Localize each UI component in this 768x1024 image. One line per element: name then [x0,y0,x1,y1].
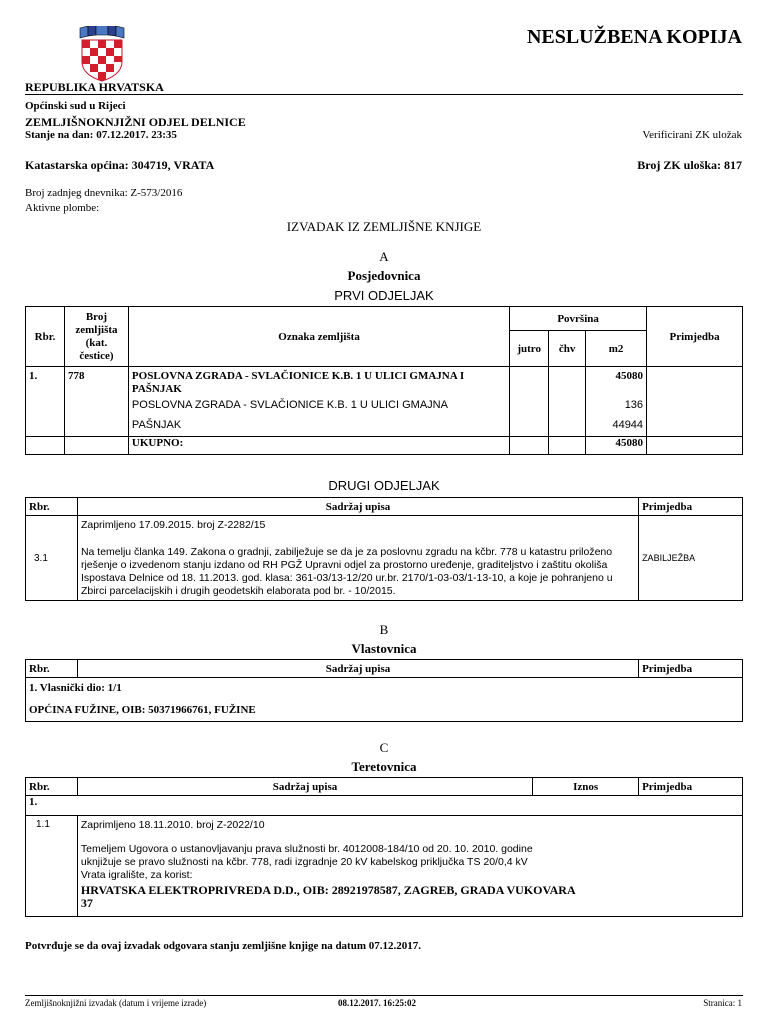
cadastral-municipality: Katastarska općina: 304719, VRATA [25,158,215,172]
footer-divider [25,995,743,996]
col-parcel-number: Broj zemljišta (kat. čestice) [64,307,128,367]
section-c-letter: C [379,740,389,755]
zk-number: Broj ZK uloška: 817 [637,158,742,172]
department-name: ZEMLJIŠNOKNJIŽNI ODJEL DELNICE [25,115,246,129]
part-two-heading: DRUGI ODJELJAK [328,478,440,493]
notes-table [25,497,743,601]
table-row [26,796,743,816]
col-remark: Primjedba [639,498,743,516]
sub-area-pasture: 44944 [612,419,644,431]
row-content [77,516,638,601]
court-name: Općinski sud u Rijeci [25,100,126,112]
section-b-name: Vlastovnica [351,641,417,656]
header-divider [25,94,743,95]
parcels-table [25,306,743,455]
col-land-description: Oznaka zemljišta [128,307,509,367]
main-description: POSLOVNA ZGRADA - SVLAČIONICE K.B. 1 U ULICI GMAJNA I PAŠNJAK [131,370,465,395]
entry-text: Na temelju članka 149. Zakona o gradnji, zabilježuje se da je za poslovnu zgradu na kčbr. 778 u katastru priloženo rješenje o izvedenom stanju izdano od RH PGŽ Upravni odjel za prostorno uređenje, graditeljstvo i zaštitu okoliša Ispostava Delnice od 18. 11.2013. god. klasa: 361-03/13-12/20 ur.br. 2170/1-03-03/1-13-10, a koje je pohranjeno u Zbirci parcelacijskih i drugih geodetskih elaborata pod br. - 10/2015. [80,546,613,597]
active-seals: Aktivne plombe: [25,202,100,214]
unofficial-copy-title: NESLUŽBENA KOPIJA [526,26,742,48]
col-remark: Primjedba [647,307,743,367]
row-remark: ZABILJEŽBA [639,516,743,601]
footer-timestamp: 08.12.2017. 16:25:02 [338,998,416,1008]
col-m2: m2 [586,331,647,367]
row-sub-rbr: 1.1 [26,816,78,917]
sub-description-pasture: PAŠNJAK [131,419,182,431]
ownership-entry [26,678,743,722]
col-amount: Iznos [533,778,639,796]
col-remark: Primjedba [639,660,743,678]
total-label: UKUPNO: [128,437,509,455]
row-rbr: 3.1 [26,516,78,601]
section-c-name: Teretovnica [351,759,417,774]
table-row [26,367,743,437]
status-date: Stanje na dan: 07.12.2017. 23:35 [25,129,177,141]
section-b-letter: B [379,622,389,637]
col-rbr: Rbr. [26,307,65,367]
col-rbr: Rbr. [26,498,78,516]
received-line: Zaprimljeno 18.11.2010. broj Z-2022/10 [80,819,265,831]
croatian-coat-of-arms-icon [78,26,126,82]
encumbrances-table [25,777,743,917]
page-number: Stranica: 1 [703,998,742,1008]
col-rbr: Rbr. [26,660,78,678]
footer-left: Zemljišnoknjižni izvadak (datum i vrijeme izrade) [25,998,207,1008]
beneficiary: HRVATSKA ELEKTROPRIVREDA D.D., OIB: 28921978587, ZAGREB, GRADA VUKOVARA 37 [80,883,575,910]
row-area [586,367,647,437]
document-title: IZVADAK IZ ZEMLJIŠNE KNJIGE [286,219,482,234]
part-one-heading: PRVI ODJELJAK [334,288,434,303]
confirmation-text: Potvrđuje se da ovaj izvadak odgovara stanju zemljišne knjige na datum 07.12.2017. [25,940,422,952]
col-content: Sadržaj upisa [77,660,638,678]
col-chv: čhv [549,331,586,367]
col-area: Površina [510,307,647,331]
total-area: 45080 [586,437,647,455]
ownership-share: 1. Vlasnički dio: 1/1 [29,682,122,694]
table-row [26,516,743,601]
row-rbr: 1. [26,367,65,437]
row-content [77,816,742,917]
verified-label: Verificirani ZK uložak [642,129,742,141]
row-parcel-number: 778 [64,367,128,437]
journal-number: Broj zadnjeg dnevnika: Z-573/2016 [25,187,183,199]
sub-area-building: 136 [624,399,644,411]
owner-name: OPĆINA FUŽINE, OIB: 50371966761, FUŽINE [29,704,256,716]
section-a-name: Posjedovnica [347,268,421,283]
col-jutro: jutro [510,331,549,367]
table-row [26,816,743,917]
main-area: 45080 [615,370,644,382]
col-remark: Primjedba [639,778,743,796]
sub-description-building: POSLOVNA ZGRADA - SVLAČIONICE K.B. 1 U ULICI GMAJNA [131,399,448,411]
total-row [26,437,743,455]
col-content: Sadržaj upisa [77,778,532,796]
country-name: REPUBLIKA HRVATSKA [25,80,164,94]
col-content: Sadržaj upisa [77,498,638,516]
ownership-table [25,659,743,722]
received-line: Zaprimljeno 17.09.2015. broj Z-2282/15 [80,519,266,531]
row-rbr: 1. [26,796,78,816]
entry-text: Temeljem Ugovora o ustanovljavanju prava služnosti br. 4012008-184/10 od 20. 10. 2010. godine uknjižuje se pravo služnosti na kčbr. 778, radi izgradnje 20 kV kabelskog priključka TS 20/0,4 kV Vrata igralište, za korist: [80,843,533,881]
table-row [26,678,743,722]
col-rbr: Rbr. [26,778,78,796]
row-description [128,367,509,437]
section-a-letter: A [379,249,389,264]
